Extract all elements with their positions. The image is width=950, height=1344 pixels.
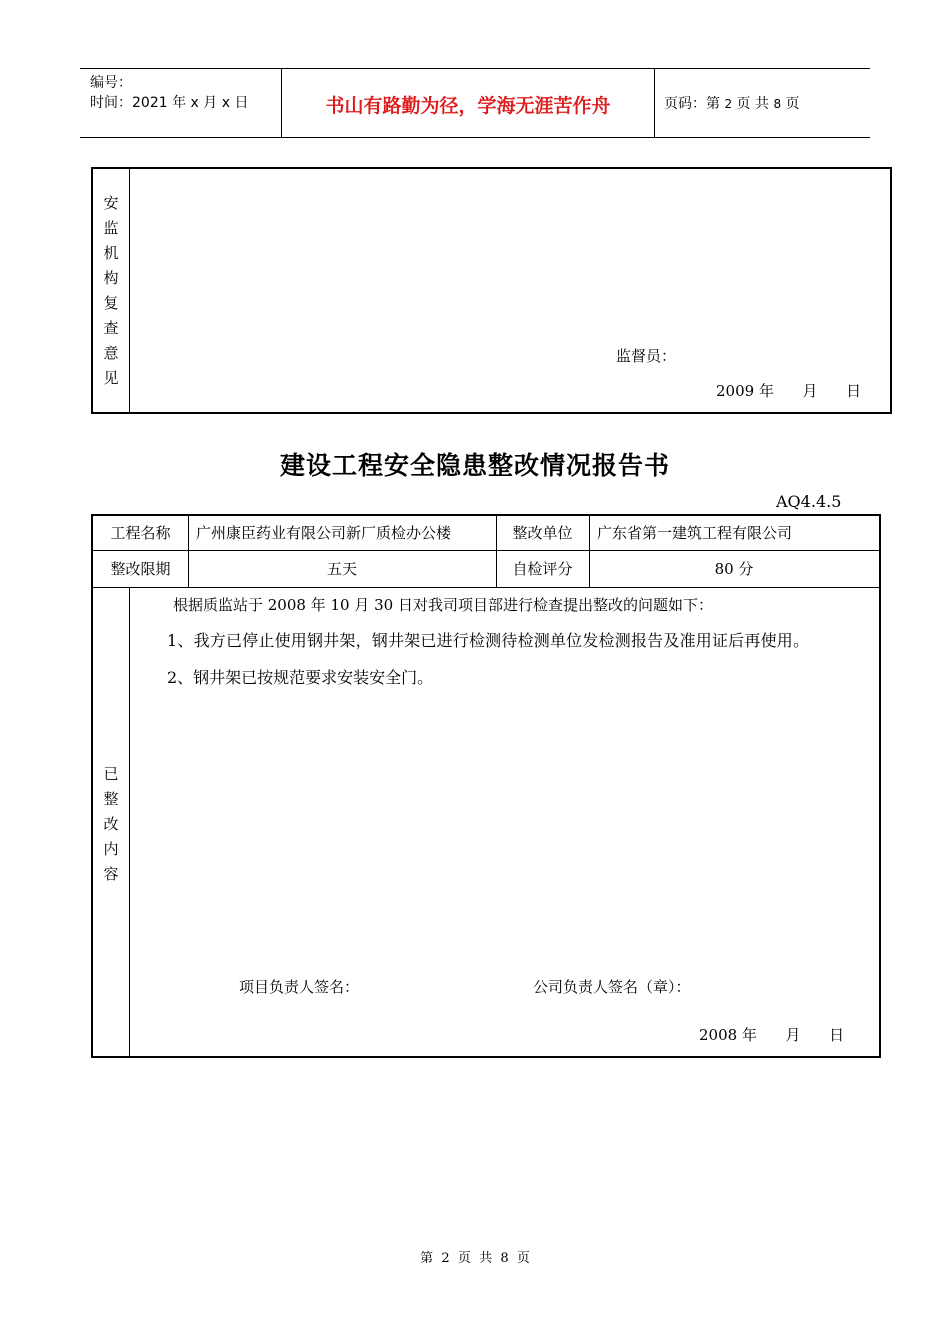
project-manager-signature: 项目负责人签名：: [239, 978, 360, 996]
label-char: 机: [103, 244, 119, 262]
report-title: 建设工程安全隐患整改情况报告书: [279, 451, 670, 480]
content-vertical-label: [93, 762, 129, 887]
time-label: 时间：2021 年 x 月 x 日: [90, 95, 249, 111]
label-char: 见: [103, 369, 119, 387]
review-opinion-box: [91, 167, 892, 414]
label-char: 监: [103, 219, 119, 237]
supervisor-label: 监督员：: [616, 347, 677, 365]
rectify-unit-value: 广东省第一建筑工程有限公司: [597, 524, 793, 542]
page-footer: 第 2 页 共 8 页: [420, 1251, 530, 1266]
label-char: 整: [103, 790, 119, 808]
rectify-item: 1、我方已停止使用钢井架，钢井架已进行检测待检测单位发检测报告及准用证后再使用。: [167, 631, 810, 650]
page-mid: 页 共: [736, 96, 769, 112]
self-score-label: 自检评分: [512, 560, 573, 578]
column-divider: [129, 169, 130, 412]
self-score-value: 80 分: [714, 560, 754, 578]
review-date: 2009 年 月 日: [716, 382, 862, 400]
rectify-unit-label: 整改单位: [512, 524, 573, 542]
header-meta: [90, 73, 248, 113]
page-suffix: 页: [785, 96, 800, 112]
deadline-value: 五天: [326, 560, 357, 578]
page-total: 8: [773, 97, 782, 111]
label-char: 复: [103, 294, 119, 312]
rectify-intro: 根据质监站于 2008 年 10 月 30 日对我司项目部进行检查提出整改的问题如下：: [173, 596, 713, 614]
form-code: AQ4.4.5: [776, 492, 842, 511]
label-char: 容: [103, 865, 119, 883]
project-name-label: 工程名称: [110, 524, 171, 542]
header-motto: 书山有路勤为径，学海无涯苦作舟: [325, 95, 611, 117]
header-page-info: [664, 93, 800, 113]
company-manager-signature: 公司负责人签名（章）：: [533, 978, 691, 996]
label-char: 构: [103, 269, 119, 287]
page-prefix: 页码：第: [664, 96, 720, 112]
label-char: 改: [103, 815, 119, 833]
page-header: [80, 68, 870, 138]
label-char: 内: [103, 840, 119, 858]
row-divider: [93, 587, 879, 588]
row-divider: [93, 550, 879, 551]
project-name-value: 广州康臣药业有限公司新厂质检办公楼: [196, 524, 452, 542]
report-table: [91, 514, 881, 1058]
report-date: 2008 年 月 日: [699, 1026, 845, 1044]
page-number: 2: [724, 97, 733, 111]
label-char: 安: [103, 194, 119, 212]
header-divider: [654, 69, 655, 137]
label-char: 意: [103, 344, 119, 362]
deadline-label: 整改限期: [110, 560, 171, 578]
serial-label: 编号：: [90, 75, 132, 91]
rectify-item: 2、钢井架已按规范要求安装安全门。: [167, 668, 434, 687]
label-char: 已: [103, 765, 119, 783]
review-vertical-label: [93, 191, 129, 391]
label-char: 查: [103, 319, 119, 337]
col-divider: [129, 587, 130, 1056]
